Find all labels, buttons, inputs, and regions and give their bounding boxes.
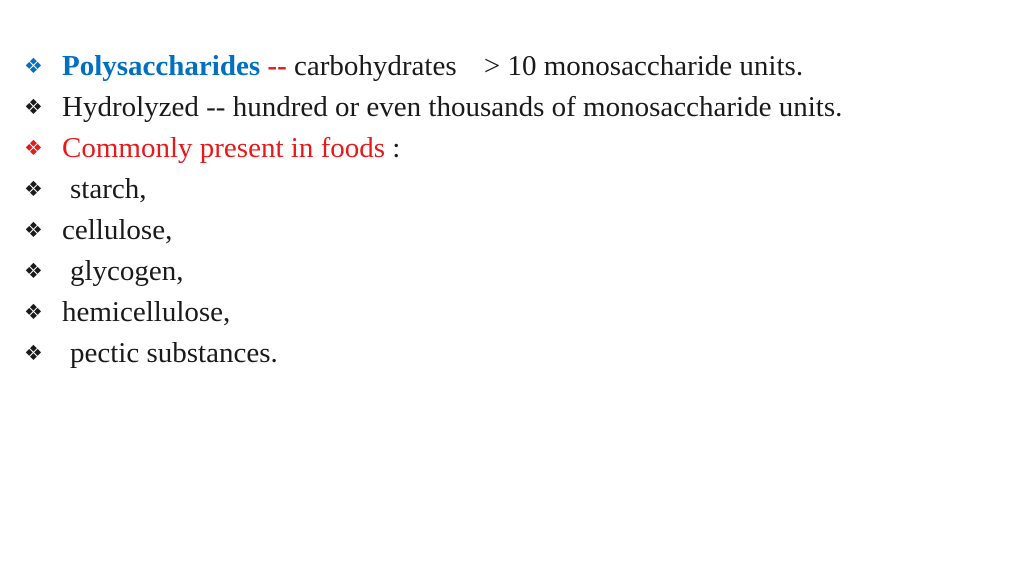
list-item-hemicellulose [24,292,980,333]
item-label: glycogen, [70,255,184,287]
item-label: starch, [70,173,147,205]
term-polysaccharides: Polysaccharides [62,50,261,82]
list-item-cellulose [24,210,980,251]
item-label: cellulose, [62,214,173,246]
diamond-bullet-icon: ❖ [24,341,43,365]
diamond-bullet-icon: ❖ [24,259,43,283]
hydrolyzed-text: Hydrolyzed -- hundred or even thousands of monosaccharide units. [62,91,843,123]
item-label: hemicellulose, [62,296,231,328]
bullet-polysaccharides [24,46,980,87]
list-item-glycogen [24,251,980,292]
diamond-bullet-icon: ❖ [24,54,43,78]
colon: : [392,132,401,164]
list-item-pectic-substances [24,333,980,374]
bullet-list [24,46,980,374]
greater-than-symbol: > [483,50,501,82]
diamond-bullet-icon: ❖ [24,95,43,119]
diamond-bullet-icon: ❖ [24,177,43,201]
definition-text-b: 10 monosaccharide units. [507,50,804,82]
definition-text-a: carbohydrates [293,50,457,82]
list-item-starch [24,169,980,210]
item-label: pectic substances. [70,337,278,369]
bullet-commonly-present [24,128,980,169]
term-dash: -- [267,50,287,82]
diamond-bullet-icon: ❖ [24,136,43,160]
bullet-hydrolyzed [24,87,980,128]
diamond-bullet-icon: ❖ [24,218,43,242]
commonly-present-label: Commonly present in foods [62,132,386,164]
diamond-bullet-icon: ❖ [24,300,43,324]
